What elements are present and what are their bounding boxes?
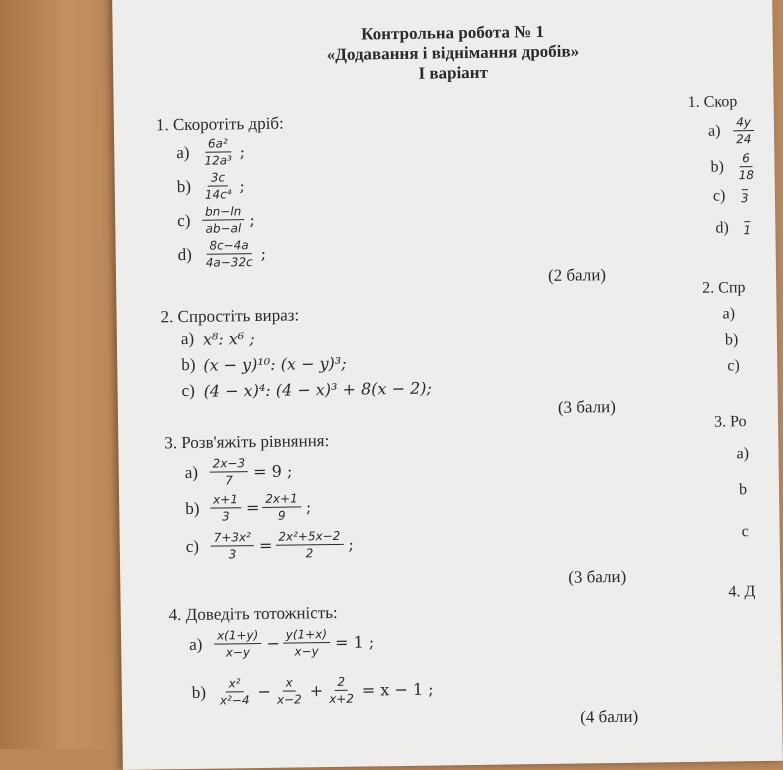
task1-item-c: c) $\frac{bn-\ln}{ab-al}$ ; xyxy=(177,204,255,236)
fraction: $\frac{x(1+y)}{x-y}$ xyxy=(214,628,262,660)
fraction: $\frac{x+1}{3}$ xyxy=(210,492,241,523)
task2-title: 2. Спростіть вираз: xyxy=(160,305,300,327)
task3-item-a: a) $\frac{2x-3}{7}$ = 9 ; xyxy=(184,456,293,488)
task2-item-a: a) x⁸: x⁶ ; xyxy=(180,328,255,349)
variant2-task1-item-d: d) 1 xyxy=(715,219,752,237)
task3-title: 3. Розв'яжіть рівняння: xyxy=(164,431,330,453)
task1-item-d: d) $\frac{8c-4a}{4a-32c}$ ; xyxy=(177,238,267,270)
fraction: $\frac{\text{6a²}}{\text{12a³}}$ xyxy=(204,136,232,168)
task1-title: 1. Скоротіть дріб: xyxy=(155,113,284,135)
task3-points: (3 бали) xyxy=(568,566,627,587)
task4-points: (4 бали) xyxy=(580,706,639,727)
variant2-task2-title: 2. Спр xyxy=(702,279,746,297)
task1-points: (2 бали) xyxy=(547,265,607,285)
variant2-task4-title: 4. Д xyxy=(728,583,756,601)
variant-label: I варіант xyxy=(418,62,489,83)
variant2-task3-c: c xyxy=(741,523,749,541)
fraction: $\frac{\text{7+3x²}}{3}$ xyxy=(211,530,255,562)
task2-item-c: c) (4 − x)⁴: (4 − x)³ + 8(x − 2); xyxy=(181,378,432,401)
fraction: $\frac{\text{x²}}{\text{x²−4}}$ xyxy=(219,676,250,708)
fraction: $\frac{2x+1}{9}$ xyxy=(262,491,301,523)
fraction: $\frac{8c-4a}{4a-32c}$ xyxy=(205,238,253,270)
task4-title: 4. Доведіть тотожність: xyxy=(168,602,338,625)
variant2-task3-a: a) xyxy=(736,445,750,463)
test-paper-sheet xyxy=(112,0,783,770)
task2-item-b: b) (x − y)¹⁰: (x − y)³; xyxy=(181,353,347,375)
task1-item-b: b) $\frac{3c}{\text{14c⁴}}$ ; xyxy=(176,170,245,202)
fraction: $\frac{3c}{\text{14c⁴}}$ xyxy=(204,170,232,202)
variant2-task2-a: a) xyxy=(722,305,736,323)
variant2-task1-title: 1. Скор xyxy=(687,93,738,111)
variant2-task1-item-a: a) $\frac{4y}{24}$ xyxy=(708,115,758,147)
fraction: $\frac{x}{x-2}$ xyxy=(276,675,302,707)
variant2-task2-b: b) xyxy=(724,331,739,349)
test-title: Контрольна робота № 1 xyxy=(361,21,545,44)
variant2-task3-title: 3. Ро xyxy=(713,413,747,431)
task2-points: (3 бали) xyxy=(557,397,616,417)
test-subtitle: «Додавання і віднімання дробів» xyxy=(326,41,580,65)
variant2-task1-item-c: c) 3 xyxy=(712,187,749,205)
fraction: $\frac{\text{2x²+5x−2}}{2}$ xyxy=(275,529,343,561)
task3-item-b: b) $\frac{x+1}{3}$ = $\frac{2x+1}{9}$ ; xyxy=(185,491,312,524)
variant2-task2-c: c) xyxy=(727,357,740,375)
task3-item-c: c) $\frac{\text{7+3x²}}{3}$ = $\frac{\text{2x²+5x−2}}{2}$ ; xyxy=(185,528,354,562)
task4-item-b: b) $\frac{\text{x²}}{\text{x²−4}}$ − $\frac{x}{x-2}$ + $\frac{2}{x+2}$ = x − 1 ; xyxy=(191,674,434,708)
fraction: $\frac{2}{x+2}$ xyxy=(329,674,355,707)
fraction: $\frac{2x-3}{7}$ xyxy=(210,456,249,488)
fraction: $\frac{y(1+x)}{x-y}$ xyxy=(283,627,331,659)
variant2-task3-b: b xyxy=(738,481,748,499)
fraction: $\frac{bn-\ln}{ab-al}$ xyxy=(202,204,245,236)
variant2-task1-item-b: b) $\frac{6}{18}$ xyxy=(710,151,755,183)
task4-item-a: a) $\frac{x(1+y)}{x-y}$ − $\frac{y(1+x)}{x-y}$ = 1 ; xyxy=(189,627,375,660)
task1-item-a: a) $\frac{\text{6a²}}{\text{12a³}}$ ; xyxy=(176,136,246,168)
